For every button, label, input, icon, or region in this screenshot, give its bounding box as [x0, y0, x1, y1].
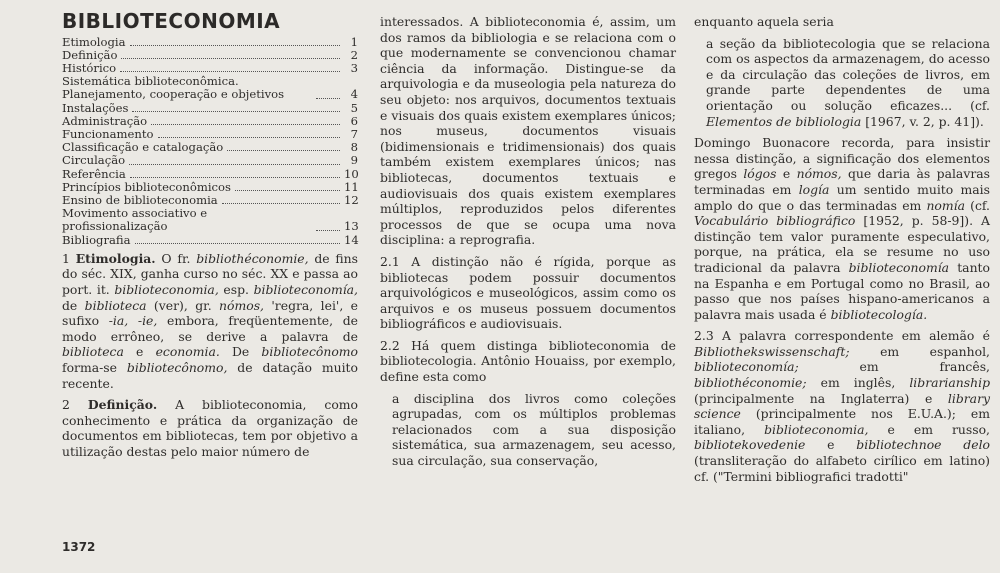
section-number: 1	[62, 250, 70, 266]
column-left	[62, 9, 359, 466]
toc-label: Circulação	[62, 153, 126, 168]
table-of-contents	[62, 36, 358, 247]
toc-number: 8	[350, 140, 358, 155]
toc-label: Funcionamento	[62, 127, 154, 142]
page-number: 1372	[62, 540, 96, 554]
toc-label: Histórico	[62, 61, 117, 75]
section-definicao	[62, 397, 358, 459]
toc-label: Etimologia	[62, 34, 126, 49]
toc-number: 5	[350, 100, 358, 115]
toc-item[interactable]	[62, 207, 358, 233]
block-quote: a disciplina dos livros como coleções agrupadas, com os múltiplos problemas relacionados com a sua disposição sistemática, sua armazenagem, seu acesso, sua circulação, sua conservação,	[392, 390, 676, 469]
toc-number: 7	[350, 127, 358, 142]
toc-number: 14	[344, 232, 359, 247]
toc-number: 13	[344, 219, 359, 234]
toc-number: 6	[350, 113, 358, 128]
toc-label: Instalações	[62, 100, 129, 115]
toc-label: Princípios biblioteconômicos	[62, 179, 231, 194]
toc-label: Referência	[62, 166, 126, 181]
toc-label: Administração	[62, 113, 148, 128]
toc-item[interactable]	[62, 168, 358, 181]
block-quote: a seção da bibliotecologia que se relaciona com os aspectos da armazenagem, do acesso e da circulação das coleções de livros, em grande parte dependentes de uma orientação ou solução eficazes... (cf. Elementos de bibliologia [1967, v. 2, p. 41]).	[706, 35, 990, 129]
toc-item[interactable]	[62, 102, 358, 115]
paragraph: 2.2 Há quem distinga biblioteconomia de bibliotecologia. Antônio Houaiss, por exemplo, define esta como	[380, 337, 676, 385]
toc-label: Ensino de biblioteconomia	[62, 193, 218, 208]
toc-label: Movimento associativo e profissionalização	[62, 206, 208, 234]
toc-item[interactable]	[62, 154, 358, 167]
toc-number: 3	[350, 61, 358, 75]
column-right	[694, 14, 990, 490]
section-etimologia: 1 Etimologia. O fr. bibliothéconomie, de fins do séc. XIX, ganha curso no séc. XX e passa ao port. it. biblioteconomia, esp. biblioteconomía, de biblioteca (ver), gr. nómos, 'regra, lei', e sufixo -ia, -ie, embora, freqüentemente, de modo errôneo, se derive a palavra de biblioteca e economia. De bibliotecônomo forma-se bibliotecônomo, de datação muito recente.	[62, 250, 359, 391]
paragraph-text: A biblioteconomia, como conhecimento e prática da organização de documentos em bibliotecas, tem por objetivo a utilização destas pelo maior número de	[62, 397, 358, 459]
toc-item[interactable]	[62, 75, 358, 101]
toc-number: 11	[344, 179, 359, 194]
toc-number: 10	[344, 166, 359, 181]
section-heading: Etimologia.	[75, 250, 156, 266]
toc-label: Definição	[62, 47, 118, 62]
column-middle	[380, 14, 676, 475]
section-heading: Definição.	[87, 397, 158, 413]
paragraph: interessados. A biblioteconomia é, assim, um dos ramos da bibliologia e se relaciona com o que modernamente se convencionou chamar ciência da informação. Distingue-se da arquivologia e da museologia pela natureza do seu objeto: nos arquivos, documentos textuais e visuais dos quais existem exemplares únicos; nos museus, documentos visuais (bidimensionais e tridimensionais) dos quais também existem exemplares únicos; nas bibliotecas, documentos textuais e audiovisuais dos quais existem exemplares múltiplos, reproduzidos pelos diferentes processos de que se ocupa uma nova disciplina: a reprografia.	[380, 14, 676, 248]
toc-number: 9	[350, 153, 358, 168]
toc-number: 12	[344, 193, 359, 208]
toc-item[interactable]	[62, 234, 358, 247]
toc-label: Sistemática biblioteconômica. Planejamento, cooperação e objetivos	[62, 74, 285, 102]
toc-label: Classificação e catalogação	[62, 140, 224, 155]
toc-number: 1	[350, 34, 358, 49]
toc-number: 4	[350, 87, 358, 102]
toc-item[interactable]	[62, 36, 358, 49]
paragraph: 2.1 A distinção não é rígida, porque as bibliotecas podem possuir documentos arquivológicos e museológicos, assim como os arquivos e os museus possuem documentos bibliográficos e audiovisuais.	[380, 253, 676, 332]
paragraph: enquanto aquela seria	[694, 14, 834, 29]
toc-label: Bibliografia	[62, 232, 131, 247]
section-number: 2	[62, 397, 70, 413]
paragraph: Domingo Buonacore recorda, para insistir nessa distinção, a significação dos elementos gregos lógos e nómos, que daria às palavras terminadas em logía um sentido muito mais amplo do que o das terminadas em nomía (cf. Vocabulário bibliográfico [1952, p. 58-9]). A distinção tem valor puramente especulativo, porque, na prática, ela se resume no uso tradicional da palavra biblioteconomía tanto na Espanha e em Portugal como no Brasil, ao passo que nos países hispano-americanos a palavra mais usada é bibliotecología.	[694, 135, 990, 322]
entry-title: BIBLIOTECONOMIA	[62, 9, 281, 33]
toc-number: 2	[350, 47, 358, 62]
paragraph: 2.3 A palavra correspondente em alemão é Bibliothekswissenschaft; em espanhol, biblioteconomía; em francês, bibliothéconomie; em inglês, librarianship (principalmente na Inglaterra) e library science (principalmente nos E.U.A.); em italiano, biblioteconomia, e em russo, bibliotekovedenie e bibliotechnoe delo (transliteração do alfabeto cirílico em latino) cf. ("Termini bibliografici tradotti"	[694, 328, 990, 484]
